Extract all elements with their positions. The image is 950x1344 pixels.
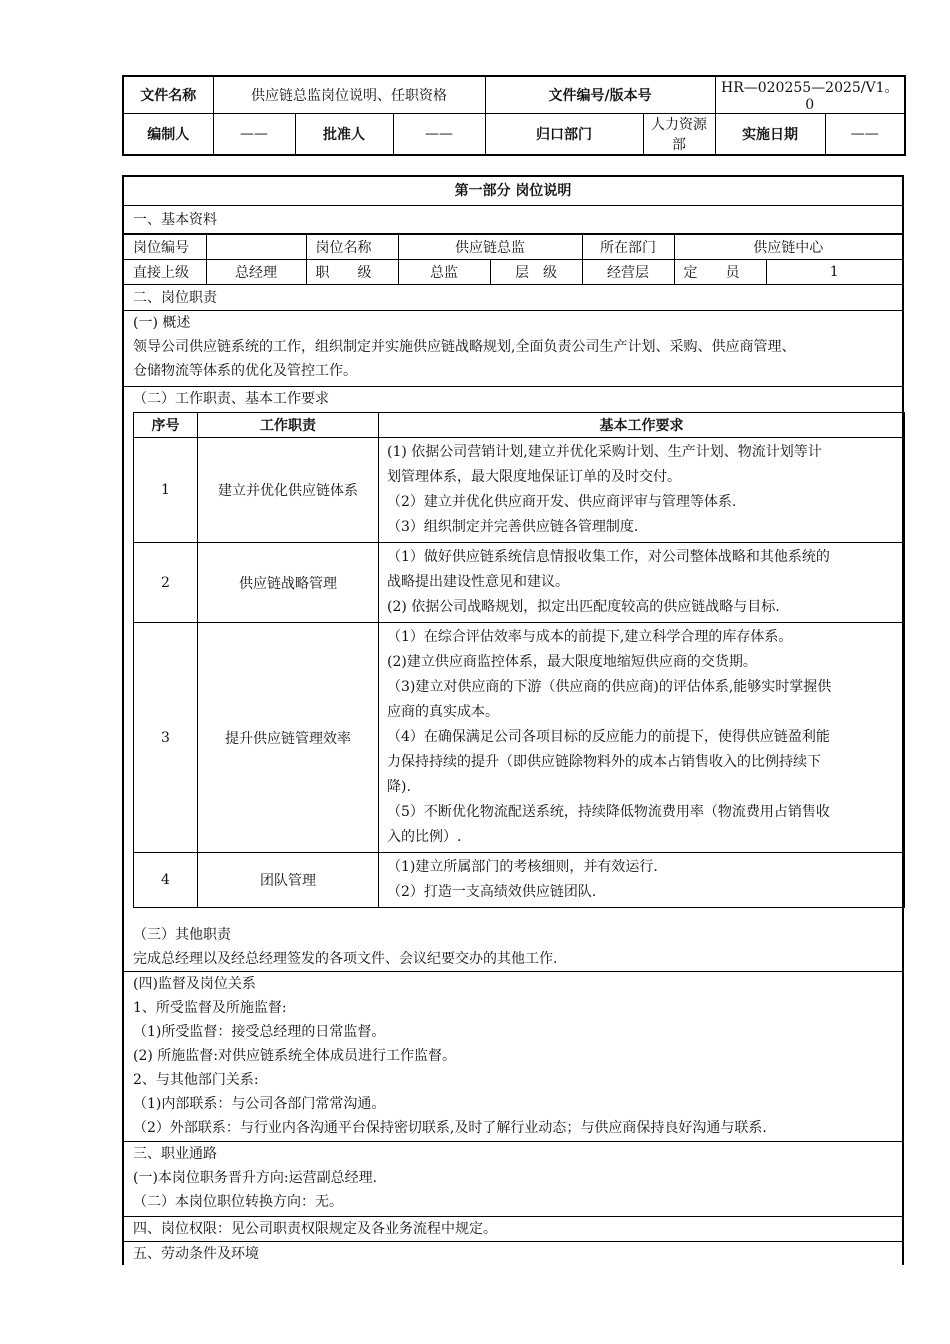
col-duty-header: 工作职责	[198, 413, 379, 438]
supervision-line: （1)所受监督：接受总经理的日常监督。	[133, 1024, 386, 1040]
editor-label: 编制人	[123, 114, 213, 156]
requirement-line: （1）做好供应链系统信息情报收集工作，对公司整体战略和其他系统的	[387, 549, 830, 565]
requirement-line: 应商的真实成本。	[387, 704, 499, 720]
post-name-value: 供应链总监	[398, 235, 582, 260]
col-no-header: 序号	[134, 413, 198, 438]
level-value: 经营层	[582, 260, 674, 285]
file-no-label: 文件编号/版本号	[485, 76, 715, 114]
level-label: 层 级	[490, 260, 582, 285]
post-no-value	[206, 235, 306, 260]
dept-label: 归口部门	[485, 114, 643, 156]
row-no: 3	[134, 623, 198, 853]
requirement-line: 战略提出建设性意见和建议。	[387, 574, 569, 590]
overview-line: 仓储物流等体系的优化及管控工作。	[133, 363, 357, 379]
file-name-label: 文件名称	[123, 76, 213, 114]
rank-label: 职 级	[306, 260, 398, 285]
career-line: (一)本岗位职务晋升方向:运营副总经理.	[133, 1170, 378, 1186]
requirement-line: (2)建立供应商监控体系，最大限度地缩短供应商的交货期。	[387, 654, 757, 670]
document-header-table	[122, 75, 906, 156]
row-duty: 团队管理	[198, 853, 379, 908]
row-requirements	[379, 623, 905, 853]
rank-value: 总监	[398, 260, 490, 285]
editor-value: ——	[213, 114, 295, 156]
row-duty: 提升供应链管理效率	[198, 623, 379, 853]
supervision-line: （2）外部联系：与行业内各沟通平台保持密切联系,及时了解行业动态；与供应商保持良好沟通与联系.	[133, 1120, 767, 1136]
requirement-line: （3)建立对供应商的下游（供应商的供应商)的评估体系,能够实时掌握供	[387, 679, 832, 695]
overview-text	[124, 335, 902, 387]
post-name-label: 岗位名称	[306, 235, 398, 260]
career-title: 三、职业通路	[133, 1146, 217, 1162]
duties-section-title: 二、岗位职责	[124, 286, 902, 311]
requirement-line: （2）建立并优化供应商开发、供应商评审与管理等体系.	[387, 494, 737, 510]
requirement-line: （1）在综合评估效率与成本的前提下,建立科学合理的库存体系。	[387, 629, 793, 645]
quota-value: 1	[766, 260, 902, 285]
requirement-line: （3）组织制定并完善供应链各管理制度.	[387, 519, 639, 535]
requirement-line: (2) 依据公司战略规划，拟定出匹配度较高的供应链战略与目标.	[387, 599, 780, 615]
post-no-label: 岗位编号	[124, 235, 206, 260]
requirement-line: （2）打造一支高绩效供应链团队.	[387, 884, 597, 900]
requirement-line: （4）在确保满足公司各项目标的反应能力的前提下，使得供应链盈利能	[387, 729, 830, 745]
approver-value: ——	[393, 114, 485, 156]
basic-info-table	[124, 234, 902, 285]
authority-row: 四、岗位权限：见公司职责权限规定及各业务流程中规定。	[124, 1217, 902, 1242]
row-requirements	[379, 438, 905, 543]
row-duty: 建立并优化供应链体系	[198, 438, 379, 543]
approver-label: 批准人	[295, 114, 393, 156]
requirement-line: 力保持持续的提升（即供应链除物料外的成本占销售收入的比例持续下	[387, 754, 821, 770]
table-row	[134, 438, 905, 543]
date-value: ——	[825, 114, 905, 156]
date-label: 实施日期	[715, 114, 825, 156]
supervision-line: 1、所受监督及所施监督:	[133, 1000, 287, 1016]
requirement-line: (1) 依据公司营销计划,建立并优化采购计划、生产计划、物流计划等计	[387, 444, 822, 460]
row-no: 4	[134, 853, 198, 908]
supervision-line: （1)内部联系：与公司各部门常常沟通。	[133, 1096, 386, 1112]
overview-title: (一) 概述	[133, 315, 191, 331]
requirement-line: 降).	[387, 779, 411, 795]
quota-label: 定 员	[674, 260, 766, 285]
work-duties-title: （二）工作职责、基本工作要求	[133, 391, 329, 407]
file-no-value: HR—020255—2025/V1。0	[715, 76, 905, 114]
other-duties-title: （三）其他职责	[133, 927, 231, 943]
supervision-line: (2) 所施监督:对供应链系统全体成员进行工作监督。	[133, 1048, 456, 1064]
department-label: 所在部门	[582, 235, 674, 260]
table-row	[134, 623, 905, 853]
other-duties-section	[124, 893, 902, 972]
basic-section-title: 一、基本资料	[124, 206, 902, 234]
supervision-section	[124, 972, 902, 1142]
requirement-line: 入的比例）.	[387, 829, 462, 845]
table-row	[134, 543, 905, 623]
environment-row: 五、劳动条件及环境	[133, 1246, 259, 1262]
dept-value: 人力资源部	[643, 114, 715, 156]
requirement-line: （1)建立所属部门的考核细则，并有效运行.	[387, 859, 658, 875]
supervision-line: 2、与其他部门关系:	[133, 1072, 259, 1088]
file-name-value: 供应链总监岗位说明、任职资格	[213, 76, 485, 114]
superior-label: 直接上级	[124, 260, 206, 285]
job-description-form	[122, 175, 904, 1265]
superior-value: 总经理	[206, 260, 306, 285]
other-duties-text: 完成总经理以及经总经理签发的各项文件、会议纪要交办的其他工作.	[133, 951, 558, 967]
career-line: （二）本岗位职位转换方向：无。	[133, 1194, 343, 1210]
requirement-line: （5）不断优化物流配送系统，持续降低物流费用率（物流费用占销售收	[387, 804, 830, 820]
row-no: 2	[134, 543, 198, 623]
row-duty: 供应链战略管理	[198, 543, 379, 623]
part-title: 第一部分 岗位说明	[124, 177, 902, 206]
duties-table	[133, 412, 905, 908]
supervision-title: (四)监督及岗位关系	[133, 976, 256, 992]
col-req-header: 基本工作要求	[379, 413, 905, 438]
row-requirements	[379, 543, 905, 623]
department-value: 供应链中心	[674, 235, 902, 260]
career-section	[124, 1142, 902, 1217]
overview-line: 领导公司供应链系统的工作，组织制定并实施供应链战略规划,全面负责公司生产计划、采购、供应商管理、	[133, 339, 796, 355]
row-no: 1	[134, 438, 198, 543]
requirement-line: 划管理体系，最大限度地保证订单的及时交付。	[387, 469, 681, 485]
